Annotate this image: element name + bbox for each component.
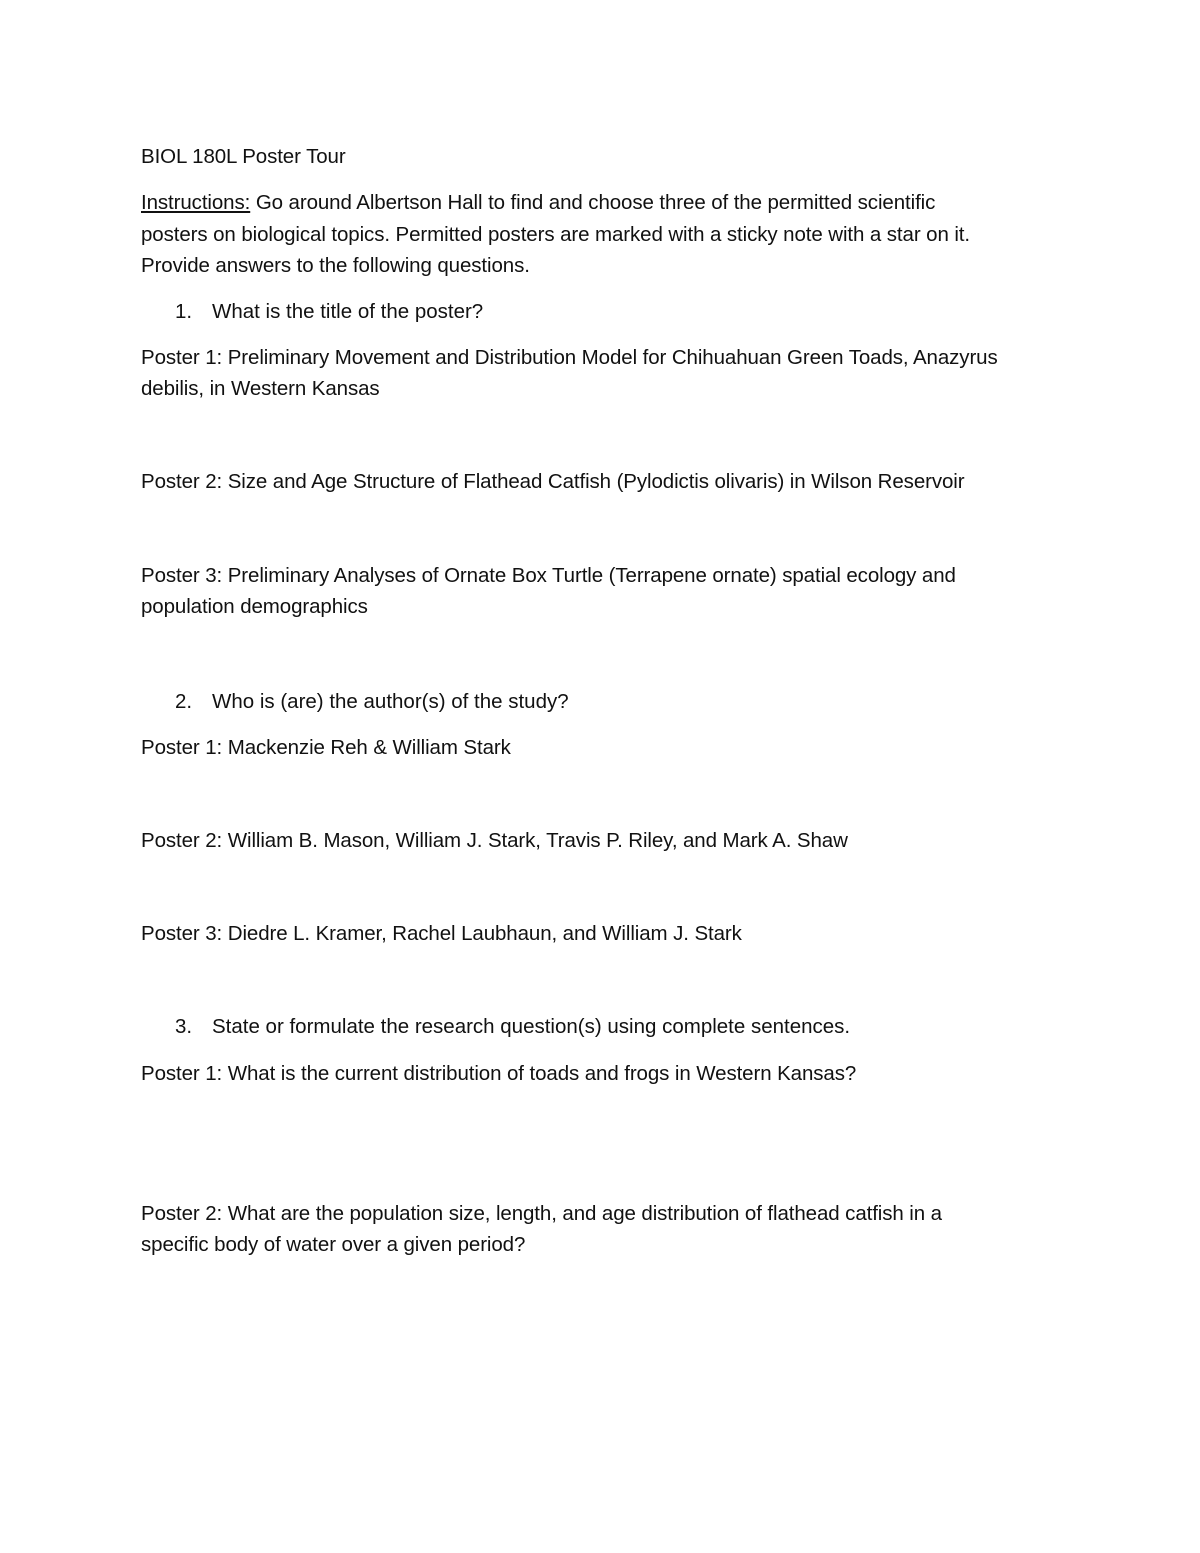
q2-answer-1-line-1: Poster 1: Mackenzie Reh & William Stark (141, 736, 511, 759)
q1-answer-3-line-1: Poster 3: Preliminary Analyses of Ornate Box Turtle (Terrapene ornate) spatial ecology and (141, 564, 956, 587)
q2-answer-2-line-1: Poster 2: William B. Mason, William J. Stark, Travis P. Riley, and Mark A. Shaw (141, 829, 848, 852)
question-3-text: State or formulate the research question(s) using complete sentences. (212, 1015, 851, 1038)
document-title: BIOL 180L Poster Tour (141, 145, 346, 168)
q1-answer-1-line-2: debilis, in Western Kansas (141, 377, 380, 400)
instructions-line-2: posters on biological topics. Permitted posters are marked with a sticky note with a star on it. (141, 223, 970, 246)
instructions-label: Instructions: (141, 191, 251, 214)
q1-answer-1-line-1: Poster 1: Preliminary Movement and Distribution Model for Chihuahuan Green Toads, Anazyrus (141, 346, 998, 369)
question-3-number: 3. (175, 1015, 193, 1038)
instructions-text-1: Go around Albertson Hall to find and choose three of the permitted scientific (250, 191, 936, 214)
question-2-text: Who is (are) the author(s) of the study? (212, 690, 569, 713)
instructions-line-1 (141, 187, 935, 218)
instructions-line-3: Provide answers to the following questions. (141, 254, 530, 277)
q3-answer-2-line-1: Poster 2: What are the population size, length, and age distribution of flathead catfish in a (141, 1202, 942, 1225)
q1-answer-3-line-2: population demographics (141, 595, 368, 618)
question-2-number: 2. (175, 690, 193, 713)
question-1-text: What is the title of the poster? (212, 300, 484, 323)
q3-answer-2-line-2: specific body of water over a given period? (141, 1233, 526, 1256)
q2-answer-3-line-1: Poster 3: Diedre L. Kramer, Rachel Laubhaun, and William J. Stark (141, 922, 742, 945)
q3-answer-1-line-1: Poster 1: What is the current distribution of toads and frogs in Western Kansas? (141, 1062, 857, 1085)
q1-answer-2-line-1: Poster 2: Size and Age Structure of Flathead Catfish (Pylodictis olivaris) in Wilson Reservoir (141, 470, 965, 493)
question-1-number: 1. (175, 300, 193, 323)
